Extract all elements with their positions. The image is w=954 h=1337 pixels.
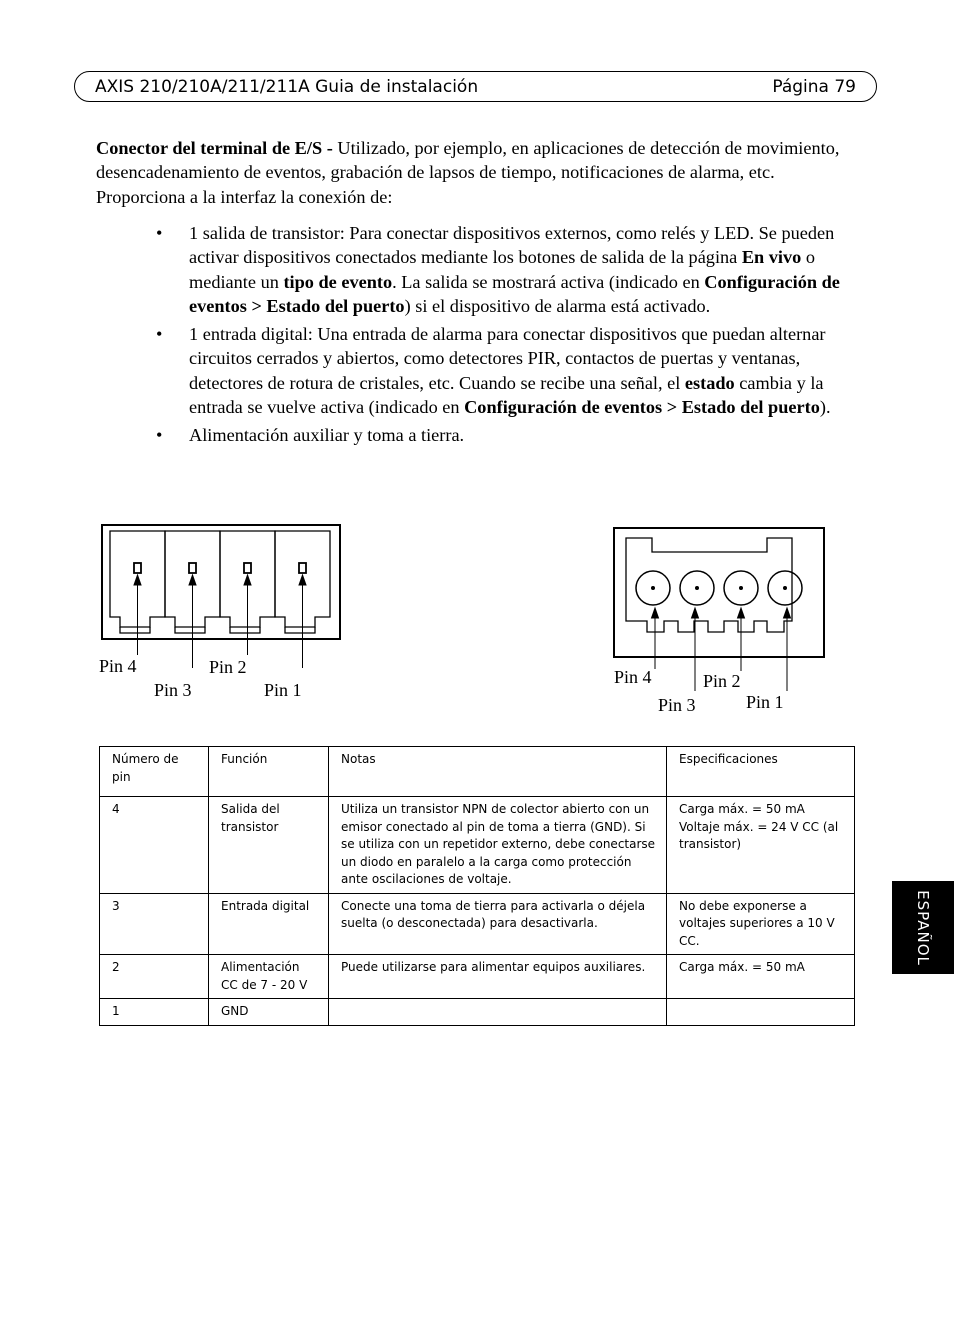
table-cell: [329, 999, 667, 1026]
table-cell: Carga máx. = 50 mA: [667, 955, 855, 999]
bullet-icon: •: [156, 223, 163, 243]
column-header: Especificaciones: [667, 747, 855, 797]
terminal-block-diagram: [100, 523, 345, 668]
table-row: [100, 893, 855, 955]
table-cell: Carga máx. = 50 mA Voltaje máx. = 24 V CC (al transistor): [667, 797, 855, 894]
language-tab-label: ESPAÑOL: [914, 889, 932, 966]
table-cell: Entrada digital: [209, 893, 329, 955]
table-cell: GND: [209, 999, 329, 1026]
table-cell: Conecte una toma de tierra para activarla o déjela suelta (o desconectada) para desactivarla.: [329, 893, 667, 955]
pin-4-label: Pin 4: [614, 667, 652, 687]
intro-text: Utilizado, por ejemplo, en aplicaciones de detección de movimiento, desencadenamiento de eventos, grabación de lapsos de tiempo, notificaciones de alarma, etc. Proporciona a la interfaz la conexión de:: [96, 138, 840, 207]
document-title: AXIS 210/210A/211/211A Guia de instalación: [95, 77, 479, 97]
pin-2-label: Pin 2: [703, 671, 741, 691]
pin-1-label: Pin 1: [264, 680, 302, 700]
table-cell: Alimentación CC de 7 - 20 V: [209, 955, 329, 999]
column-header: Función: [209, 747, 329, 797]
pin-2-label: Pin 2: [209, 657, 247, 677]
bullet-icon: •: [156, 425, 163, 446]
table-cell: 2: [100, 955, 209, 999]
bullet-icon: •: [156, 324, 163, 345]
connection-list: [96, 221, 856, 452]
table-cell: [667, 999, 855, 1026]
list-item: • 1 salida de transistor: Para conectar dispositivos externos, como relés y LED. Se pueden activar dispositivos conectados mediante los botones de salida de la página En vivo o mediante un tipo de evento. La salida se mostrará activa (indicado en Configuración de eventos > Estado del puerto) si el dispositivo de alarma está activado.: [156, 223, 840, 316]
table-cell: Utiliza un transistor NPN de colector abierto con un emisor conectado al pin de toma a tierra (GND). Si se utiliza con un repetidor externo, debe conectarse un diodo en paralelo a la carga como protección ante oscilaciones de voltaje.: [329, 797, 667, 894]
table-cell: 4: [100, 797, 209, 894]
table-row: [100, 955, 855, 999]
intro-heading: Conector del terminal de E/S -: [96, 138, 333, 158]
table-row: [100, 999, 855, 1026]
list-item: • 1 entrada digital: Una entrada de alarma para conectar dispositivos que puedan alternar circuitos cerrados y abiertos, como detectores PIR, contactos de puertas y ventanas, detectores de rotura de cristales, etc. Cuando se recibe una señal, el estado cambia y la entrada se vuelve activa (indicado en Configuración de eventos > Estado del puerto).: [156, 324, 831, 418]
language-tab: [892, 881, 954, 974]
table-row: [100, 797, 855, 894]
column-header: Número de pin: [100, 747, 209, 797]
pin-4-label: Pin 4: [99, 656, 137, 676]
pin-specification-table: [99, 746, 855, 1026]
table-cell: No debe exponerse a voltajes superiores a 10 V CC.: [667, 893, 855, 955]
column-header: Notas: [329, 747, 667, 797]
page-number: Página 79: [772, 77, 856, 97]
table-cell: 1: [100, 999, 209, 1026]
page-header: [74, 71, 877, 102]
pin-1-label: Pin 1: [746, 692, 784, 712]
list-item: • Alimentación auxiliar y toma a tierra.: [96, 423, 856, 447]
table-cell: Puede utilizarse para alimentar equipos auxiliares.: [329, 955, 667, 999]
intro-paragraph: [96, 136, 856, 209]
table-cell: 3: [100, 893, 209, 955]
table-header-row: [100, 747, 855, 797]
pin-3-label: Pin 3: [154, 680, 192, 700]
table-cell: Salida del transistor: [209, 797, 329, 894]
pin-3-label: Pin 3: [658, 695, 696, 715]
